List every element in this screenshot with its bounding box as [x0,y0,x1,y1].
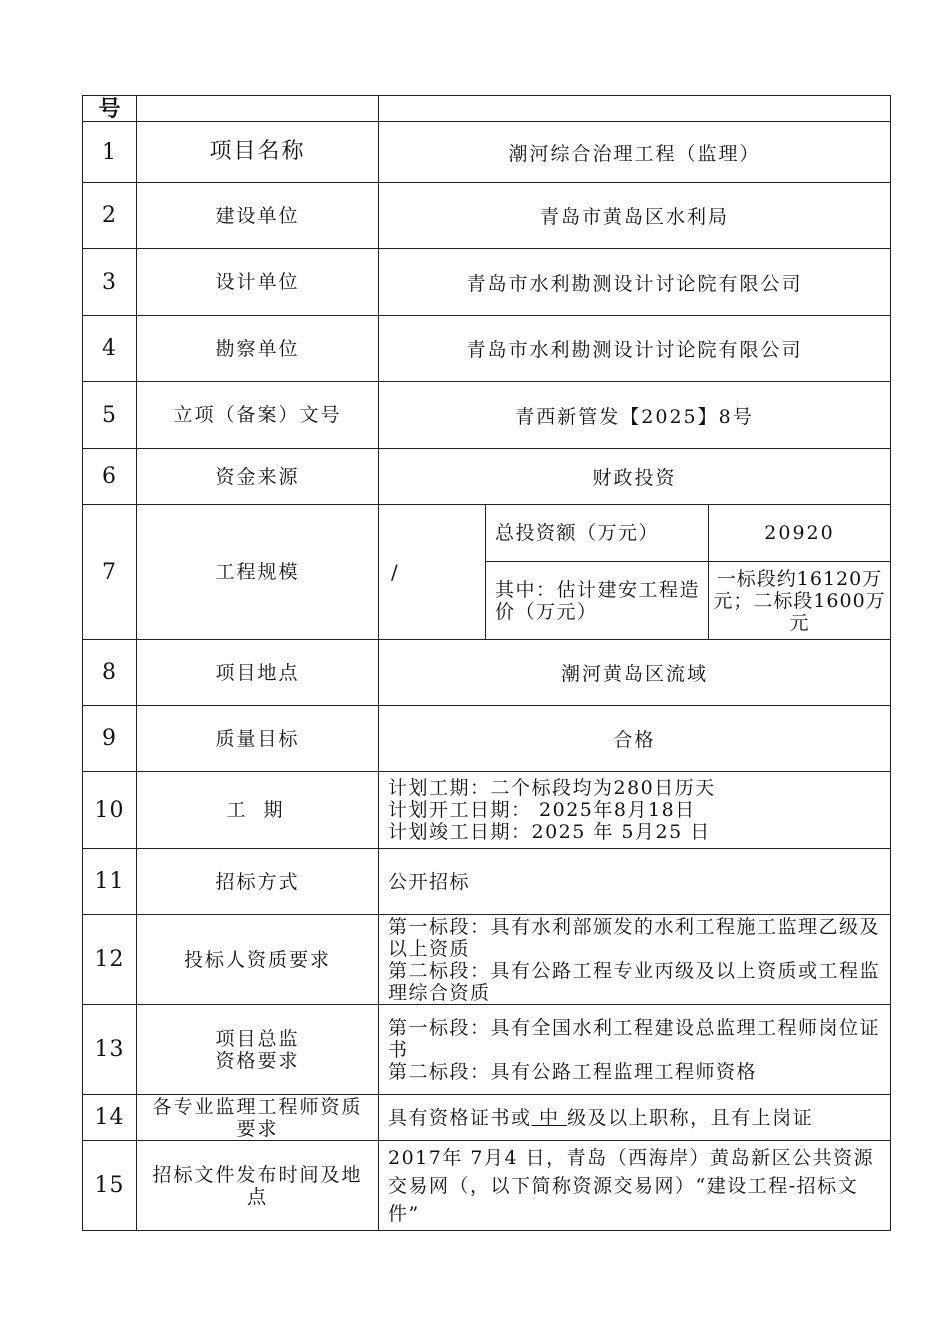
row-label: 工 期 [137,772,379,849]
row-label: 招标文件发布时间及地点 [137,1141,379,1231]
value-line: 计划开工日期： 2025年8月18日 [388,799,696,821]
table-row [83,640,891,706]
header-label-cell [137,96,379,122]
sub-value: 一标段约16120万元；二标段1600万元 [709,562,891,640]
row-value: 青西新管发【2025】8号 [379,382,891,449]
row-value: 2017年 7月4 日，青岛（西海岸）黄岛新区公共资源交易网（，以下简称资源交易网）“建设工程-招标文件” [379,1141,891,1231]
value-line: 第一标段：具有水利部颁发的水利工程施工监理乙级及以上资质 [388,915,881,960]
row-value: 青岛市水利勘测设计讨论院有限公司 [379,249,891,316]
row-label: 招标方式 [137,849,379,915]
row-number: 8 [83,640,137,706]
row-number: 4 [83,316,137,382]
value-text: 具有资格证书或 [388,1106,532,1129]
header-value-cell [379,96,891,122]
row-value [379,1095,891,1141]
row-value [379,915,891,1005]
row-label: 建设单位 [137,183,379,249]
row-label: 各专业监理工程师资质要求 [137,1095,379,1141]
value-text: 级及以上职称，且有上岗证 [567,1106,814,1129]
row-value [379,772,891,849]
row-number: 7 [83,505,137,640]
table-row [83,915,891,1005]
row-number: 5 [83,382,137,449]
sub-value: 20920 [709,505,891,562]
value-line: 第二标段：具有公路工程专业丙级及以上资质或工程监理综合资质 [388,959,881,1004]
row-number: 12 [83,915,137,1005]
row-label [137,1005,379,1095]
table-row [83,382,891,449]
value-line: 计划竣工日期：2025 年 5月25 日 [388,821,711,843]
row-number: 6 [83,449,137,505]
row-value: 青岛市黄岛区水利局 [379,183,891,249]
row-number: 3 [83,249,137,316]
row-number: 10 [83,772,137,849]
row-label: 设计单位 [137,249,379,316]
table-row [83,316,891,382]
table-row [83,1141,891,1231]
value-line: 第二标段：具有公路工程监理工程师资格 [388,1060,758,1083]
row-label: 勘察单位 [137,316,379,382]
row-number: 9 [83,706,137,772]
row-value: 青岛市水利勘测设计讨论院有限公司 [379,316,891,382]
row-value: / [379,505,486,640]
label-line: 资格要求 [215,1049,300,1072]
table-row [83,122,891,183]
table-row [83,96,891,122]
row-label: 立项（备案）文号 [137,382,379,449]
row-label: 工程规模 [137,505,379,640]
row-label: 项目名称 [137,122,379,183]
row-number: 15 [83,1141,137,1231]
row-value: 公开招标 [379,849,891,915]
label-line: 项目总监 [215,1027,300,1050]
value-line: 第一标段：具有全国水利工程建设总监理工程师岗位证书 [388,1016,881,1061]
header-number-cell: 号 [83,96,137,122]
row-value: 潮河黄岛区流域 [379,640,891,706]
table-row [83,449,891,505]
table-row [83,849,891,915]
table-row [83,1095,891,1141]
table-row [83,772,891,849]
project-info-table [82,95,891,1231]
row-value [379,1005,891,1095]
table-row [83,706,891,772]
row-label: 项目地点 [137,640,379,706]
value-underlined: 中 [531,1106,568,1129]
row-number: 1 [83,122,137,183]
row-number: 2 [83,183,137,249]
row-value: 潮河综合治理工程（监理） [379,122,891,183]
table-row [83,249,891,316]
row-value: 合格 [379,706,891,772]
row-number: 13 [83,1005,137,1095]
row-label: 资金来源 [137,449,379,505]
row-label: 质量目标 [137,706,379,772]
table-row [83,183,891,249]
row-value: 财政投资 [379,449,891,505]
row-number: 11 [83,849,137,915]
table-row [83,1005,891,1095]
table-row [83,505,891,562]
row-label: 投标人资质要求 [137,915,379,1005]
value-line: 计划工期：二个标段均为280日历天 [388,777,716,799]
sub-label: 总投资额（万元） [486,505,709,562]
row-number: 14 [83,1095,137,1141]
sub-label: 其中：估计建安工程造价（万元） [486,562,709,640]
